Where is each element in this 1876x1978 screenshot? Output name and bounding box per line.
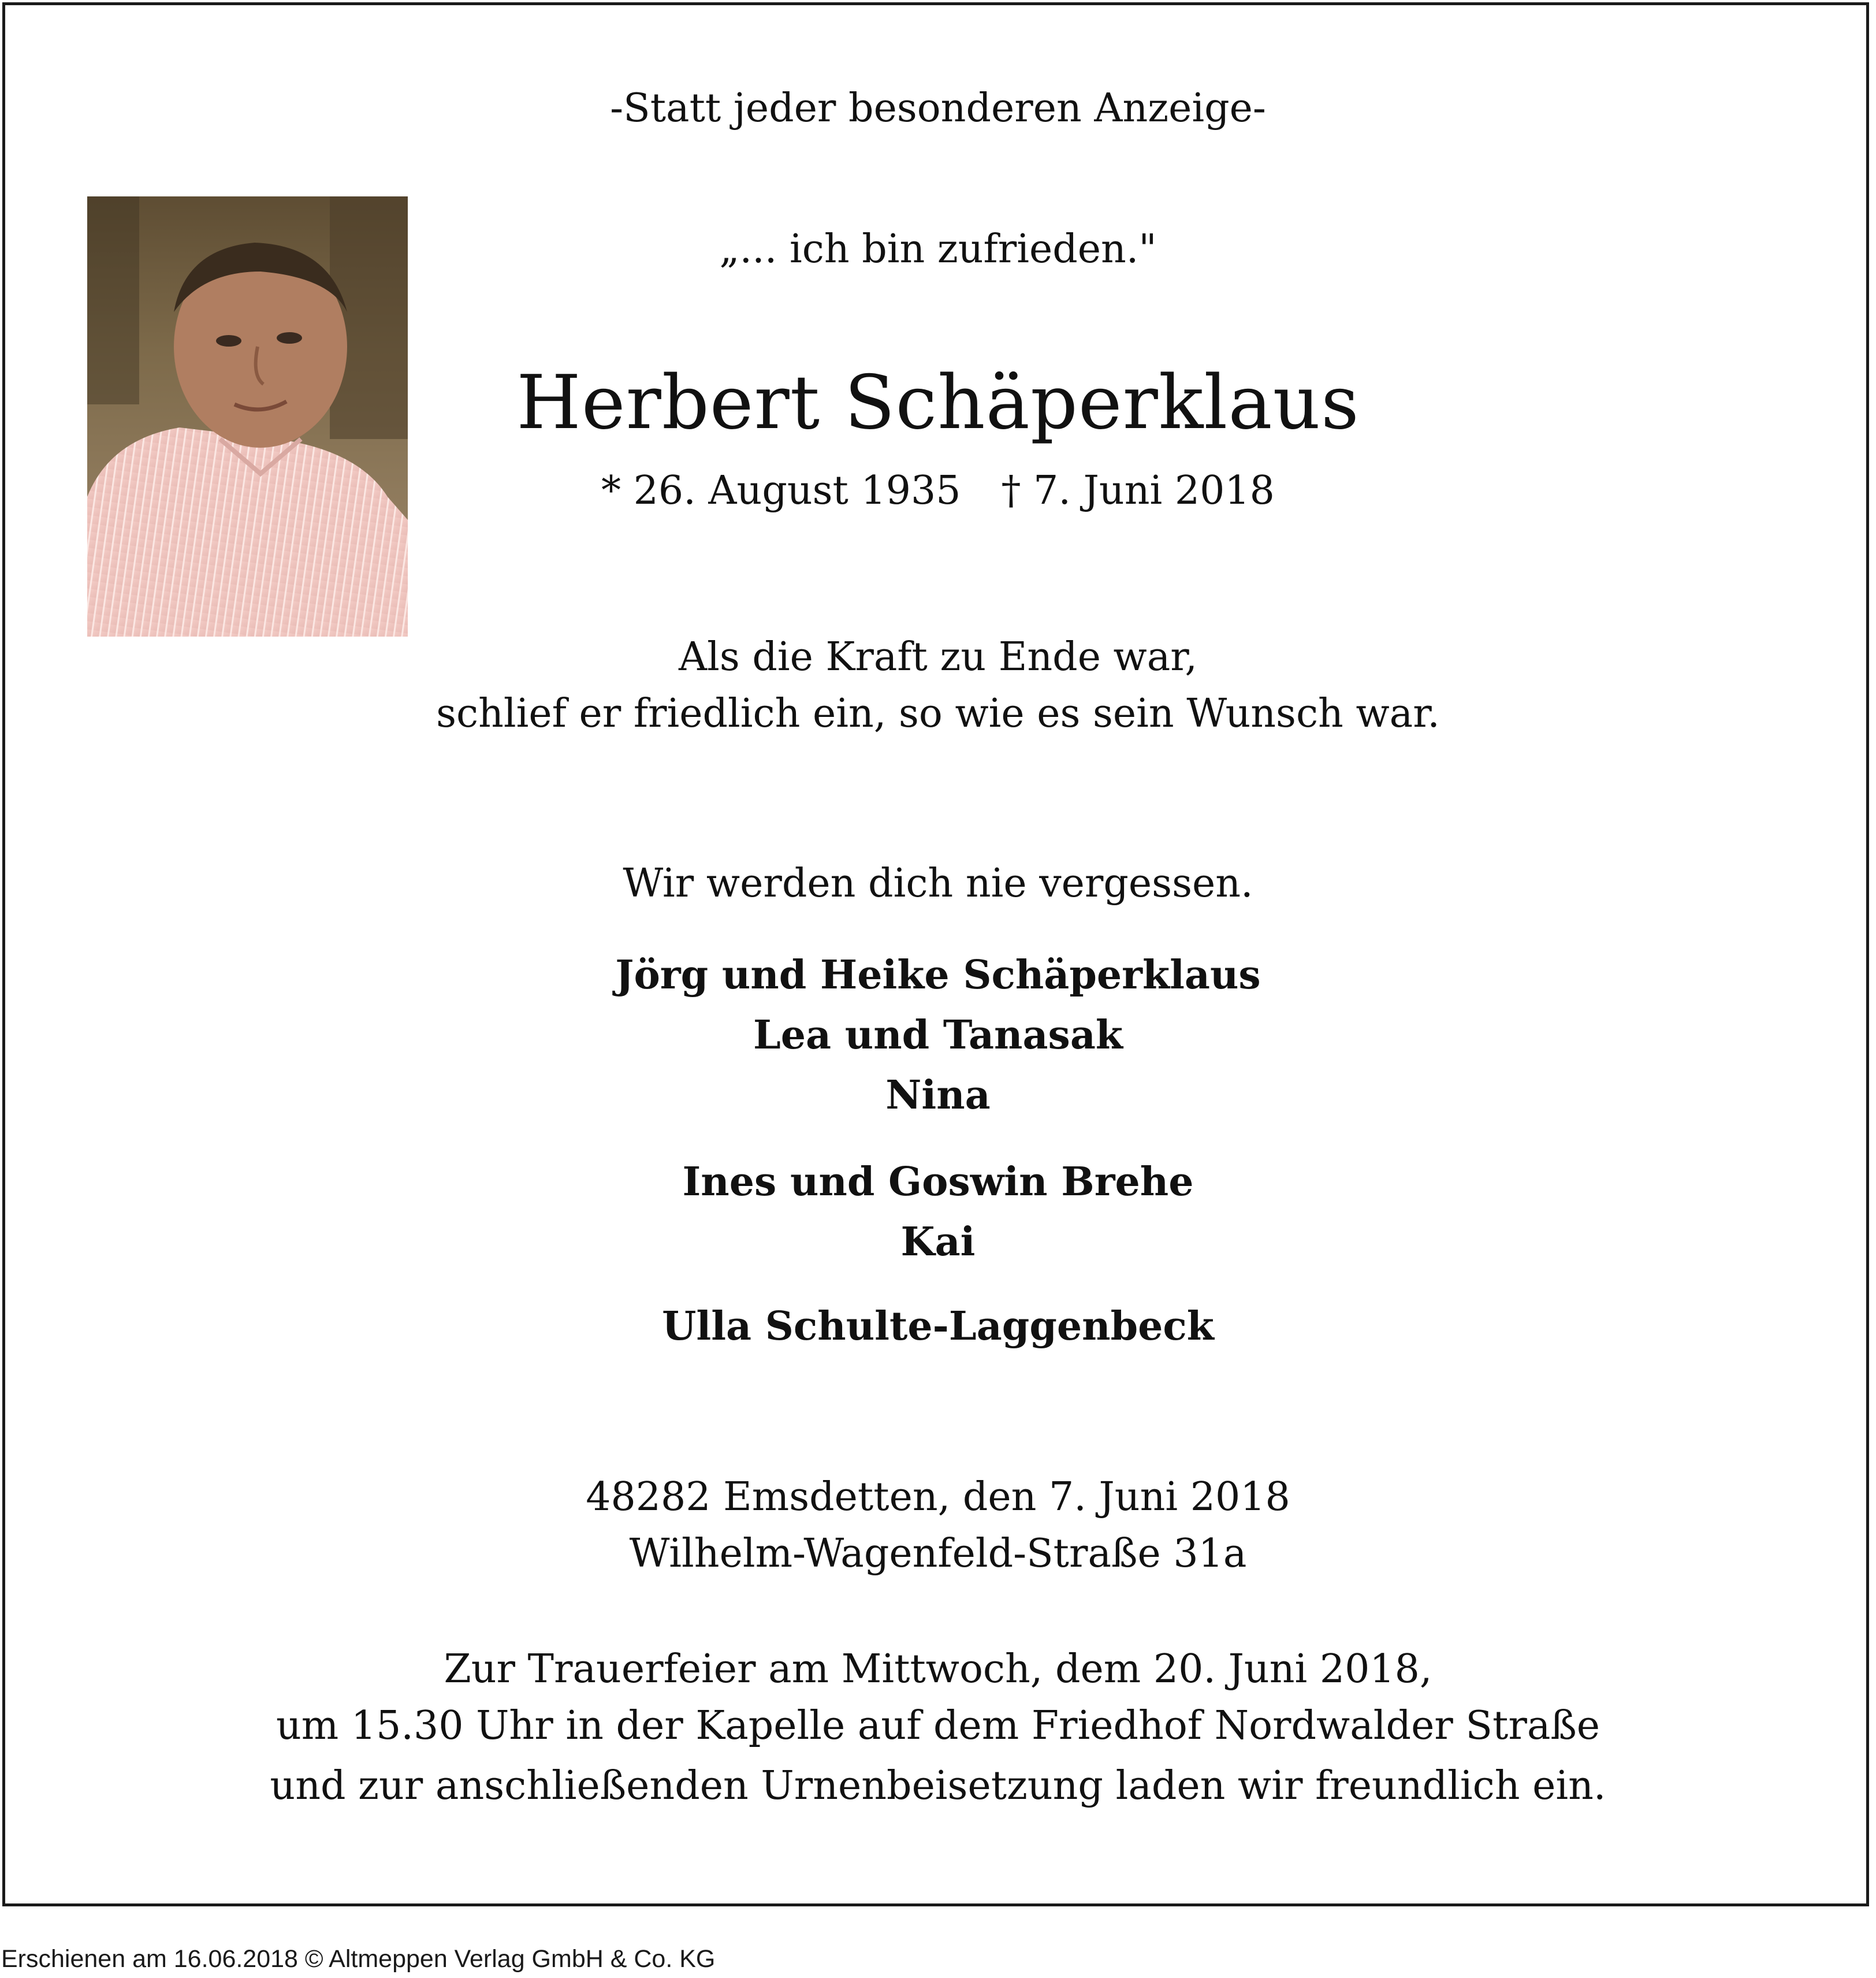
mourner-name: Nina <box>885 1072 991 1118</box>
service-line: und zur anschließenden Urnenbeisetzung laden wir freundlich ein. <box>270 1763 1606 1809</box>
verse-line: Als die Kraft zu Ende war, <box>679 634 1197 680</box>
deceased-name: Herbert Schäperklaus <box>516 360 1360 446</box>
address-line: 48282 Emsdetten, den 7. Juni 2018 <box>586 1474 1290 1520</box>
mourner-name: Kai <box>900 1219 976 1265</box>
mourner-name: Ulla Schulte-Laggenbeck <box>662 1303 1214 1349</box>
birth-date: * 26. August 1935 <box>601 468 961 514</box>
quote: „... ich bin zufrieden." <box>719 226 1157 272</box>
life-dates <box>0 468 1876 514</box>
mourner-name: Jörg und Heike Schäperklaus <box>615 952 1261 998</box>
verse-line: schlief er friedlich ein, so wie es sein Wunsch war. <box>436 691 1440 737</box>
publication-footer: Erschienen am 16.06.2018 © Altmeppen Verlag GmbH & Co. KG <box>1 1945 716 1973</box>
service-line: Zur Trauerfeier am Mittwoch, dem 20. Juni 2018, <box>444 1646 1432 1692</box>
mourner-name: Ines und Goswin Brehe <box>682 1159 1194 1205</box>
address-line: Wilhelm-Wagenfeld-Straße 31a <box>629 1531 1247 1577</box>
death-date: † 7. Juni 2018 <box>1001 468 1275 514</box>
service-line: um 15.30 Uhr in der Kapelle auf dem Friedhof Nordwalder Straße <box>276 1703 1600 1749</box>
farewell-line: Wir werden dich nie vergessen. <box>623 861 1253 906</box>
mourner-name: Lea und Tanasak <box>753 1012 1123 1058</box>
notice-header: -Statt jeder besonderen Anzeige- <box>610 85 1266 131</box>
